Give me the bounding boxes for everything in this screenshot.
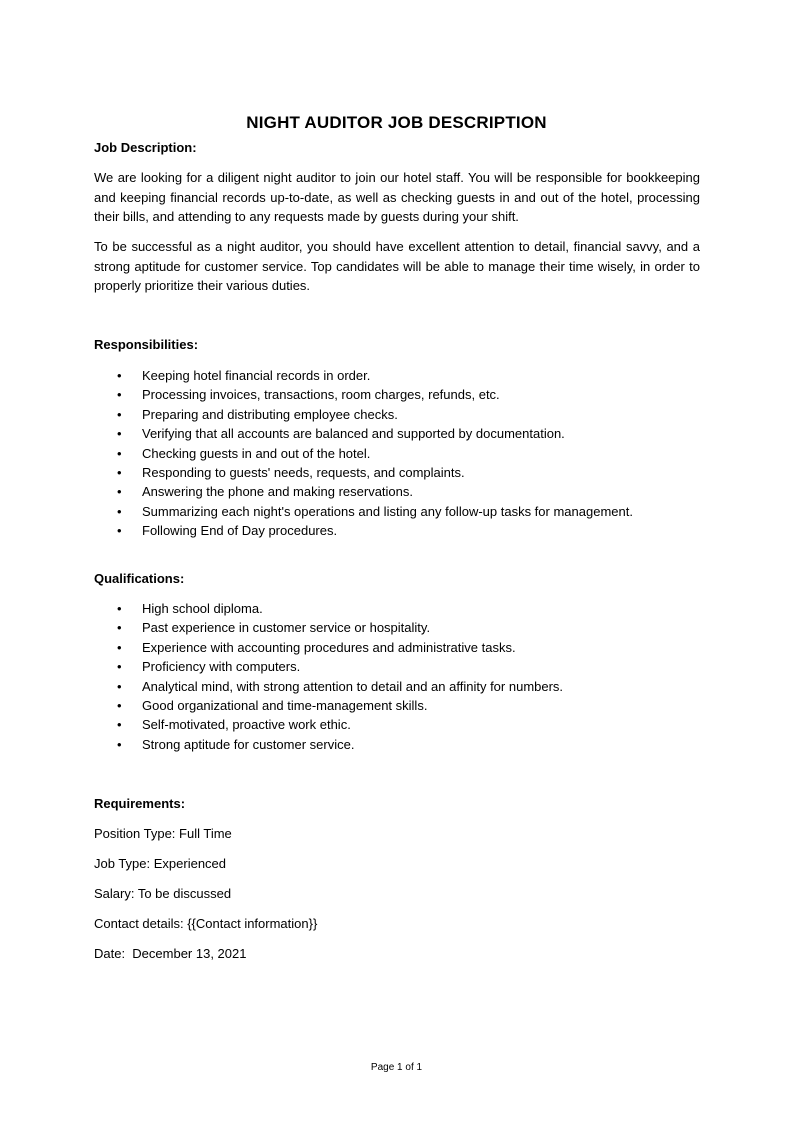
job-type: Job Type: Experienced	[94, 856, 227, 871]
list-item: • Responding to guests' needs, requests, and complaints.	[94, 463, 714, 482]
list-item: • Proficiency with computers.	[94, 657, 714, 676]
list-item: • Preparing and distributing employee checks.	[94, 405, 714, 424]
bullet-icon: •	[117, 523, 122, 539]
bullet-icon: •	[117, 406, 122, 422]
list-item: • Keeping hotel financial records in order.	[94, 366, 714, 385]
bullet-icon: •	[117, 426, 122, 442]
bullet-icon: •	[117, 639, 122, 655]
bullet-icon: •	[117, 697, 122, 713]
job-description-heading: Job Description:	[94, 140, 197, 155]
salary: Salary: To be discussed	[94, 886, 232, 901]
list-item: • Good organizational and time-management skills.	[94, 696, 714, 715]
list-item: • Verifying that all accounts are balanced and supported by documentation.	[94, 424, 714, 443]
list-item: • Self-motivated, proactive work ethic.	[94, 715, 714, 734]
list-item: • Answering the phone and making reservations.	[94, 482, 714, 501]
page-title: NIGHT AUDITOR JOB DESCRIPTION	[246, 113, 547, 132]
list-item: • High school diploma.	[94, 599, 714, 618]
bullet-icon: •	[117, 368, 122, 383]
list-item: • Strong aptitude for customer service.	[94, 735, 714, 754]
contact-details: Contact details: {{Contact information}}	[94, 916, 318, 931]
list-item: • Summarizing each night's operations and listing any follow-up tasks for management.	[94, 502, 714, 521]
bullet-icon: •	[117, 659, 122, 675]
bullet-icon: •	[117, 387, 122, 403]
list-item: • Experience with accounting procedures and administrative tasks.	[94, 638, 714, 657]
responsibilities-heading: Responsibilities:	[94, 337, 199, 352]
bullet-icon: •	[117, 464, 122, 480]
list-item: • Past experience in customer service or hospitality.	[94, 618, 714, 637]
responsibilities-list	[94, 366, 714, 541]
bullet-icon: •	[117, 484, 122, 500]
list-item: • Following End of Day procedures.	[94, 521, 714, 540]
requirements-heading: Requirements:	[94, 796, 186, 811]
bullet-icon: •	[117, 620, 122, 636]
bullet-icon: •	[117, 445, 122, 461]
position-type: Position Type: Full Time	[94, 826, 232, 841]
job-description-paragraph-2: To be successful as a night auditor, you should have excellent attention to detail, financial savvy, and a strong aptitude for customer service. Top candidates will be able to manage their time wisely, in order to properly prioritize their various duties.	[94, 239, 700, 293]
job-description-paragraph-1: We are looking for a diligent night auditor to join our hotel staff. You will be responsible for bookkeeping and keeping financial records up-to-date, as well as checking guests in and out of the hotel, processing their bills, and attending to any requests made by guests during your shift.	[94, 170, 700, 224]
bullet-icon: •	[117, 601, 122, 616]
date: Date: December 13, 2021	[94, 946, 247, 961]
bullet-icon: •	[117, 678, 122, 694]
page-number: Page 1 of 1	[370, 1062, 423, 1073]
bullet-icon: •	[117, 503, 122, 519]
qualifications-list	[94, 599, 714, 754]
bullet-icon: •	[117, 736, 122, 752]
list-item: • Processing invoices, transactions, room charges, refunds, etc.	[94, 385, 714, 404]
list-item: • Checking guests in and out of the hotel.	[94, 444, 714, 463]
qualifications-heading: Qualifications:	[94, 571, 185, 586]
bullet-icon: •	[117, 717, 122, 733]
list-item: • Analytical mind, with strong attention to detail and an affinity for numbers.	[94, 677, 714, 696]
